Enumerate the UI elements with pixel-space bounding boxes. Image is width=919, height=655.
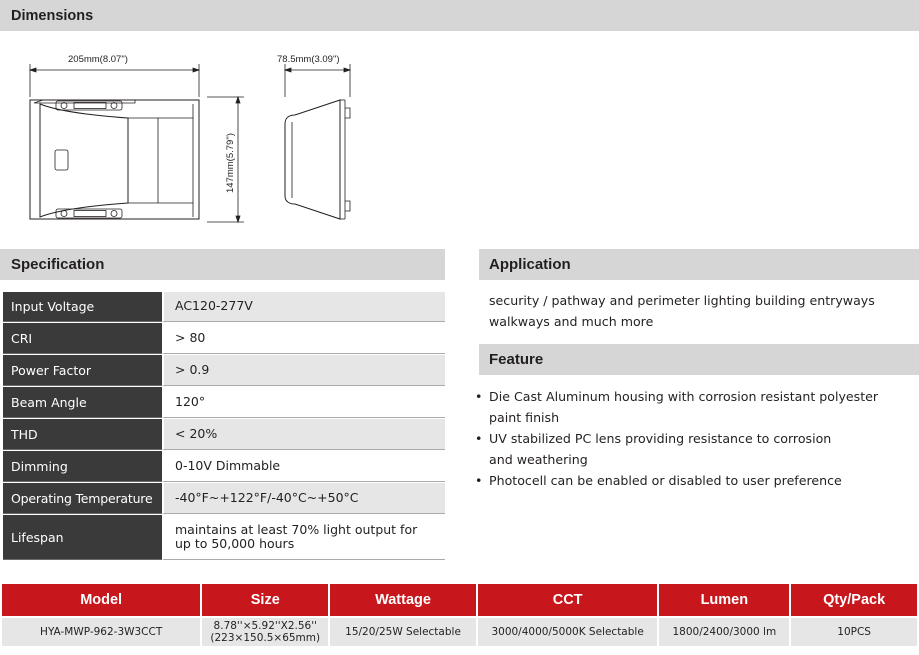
header-cct: CCT [478,584,658,616]
spec-row-power-factor [3,355,445,387]
spec-row-lifespan [3,515,445,561]
spec-key: Operating Temperature [3,483,162,514]
depth-dimension-label: 78.5mm(3.09") [277,54,340,65]
table-row [2,616,917,646]
height-dimension-label: 147mm(5.79") [225,133,236,193]
spec-row-operating-temperature [3,483,445,515]
size-line-1: 8.78''×5.92''X2.56'' [213,619,317,632]
product-table-header [2,584,917,616]
header-model: Model [2,584,200,616]
spec-key: Dimming [3,451,162,482]
spec-key: THD [3,419,162,450]
spec-value: AC120-277V [162,292,445,322]
specification-table [3,292,445,561]
spec-row-beam-angle [3,387,445,419]
feature-item: • Photocell can be enabled or disabled to user preference [475,470,915,491]
cell-qty-pack: 10PCS [791,616,917,646]
spec-key: Power Factor [3,355,162,386]
spec-value: > 0.9 [162,355,445,386]
product-table [0,584,919,646]
spec-row-dimming [3,451,445,483]
cell-size [202,616,328,646]
cell-model: HYA-MWP-962-3W3CCT [2,616,200,646]
cell-wattage: 15/20/25W Selectable [330,616,476,646]
dimension-drawing [0,31,370,231]
spec-value: 120° [162,387,445,418]
spec-key: Lifespan [3,515,162,560]
feature-item: • UV stabilized PC lens providing resistance to corrosion and weathering [475,428,915,470]
header-wattage: Wattage [330,584,476,616]
spec-value: -40°F~+122°F/-40°C~+50°C [162,483,445,514]
cell-cct: 3000/4000/5000K Selectable [478,616,658,646]
spec-row-cri [3,323,445,355]
feature-item: • Die Cast Aluminum housing with corrosion resistant polyester paint finish [475,386,915,428]
spec-row-input-voltage [3,292,445,323]
feature-list [475,386,915,491]
cell-lumen: 1800/2400/3000 lm [659,616,789,646]
header-size: Size [202,584,328,616]
spec-value: maintains at least 70% light output for up to 50,000 hours [162,515,445,560]
dimensions-heading: Dimensions [0,0,919,31]
spec-row-thd [3,419,445,451]
width-dimension-label: 205mm(8.07") [68,54,128,65]
header-qty-pack: Qty/Pack [791,584,917,616]
spec-key: Input Voltage [3,292,162,322]
application-text: security / pathway and perimeter lighting building entryways walkways and much more [489,293,875,329]
application-heading: Application [479,249,919,280]
size-line-2: (223×150.5×65mm) [210,632,321,644]
spec-key: CRI [3,323,162,354]
spec-value: 0-10V Dimmable [162,451,445,482]
feature-heading: Feature [479,344,919,375]
spec-value: > 80 [162,323,445,354]
specification-heading: Specification [0,249,445,280]
spec-key: Beam Angle [3,387,162,418]
header-lumen: Lumen [659,584,789,616]
spec-value: < 20% [162,419,445,450]
